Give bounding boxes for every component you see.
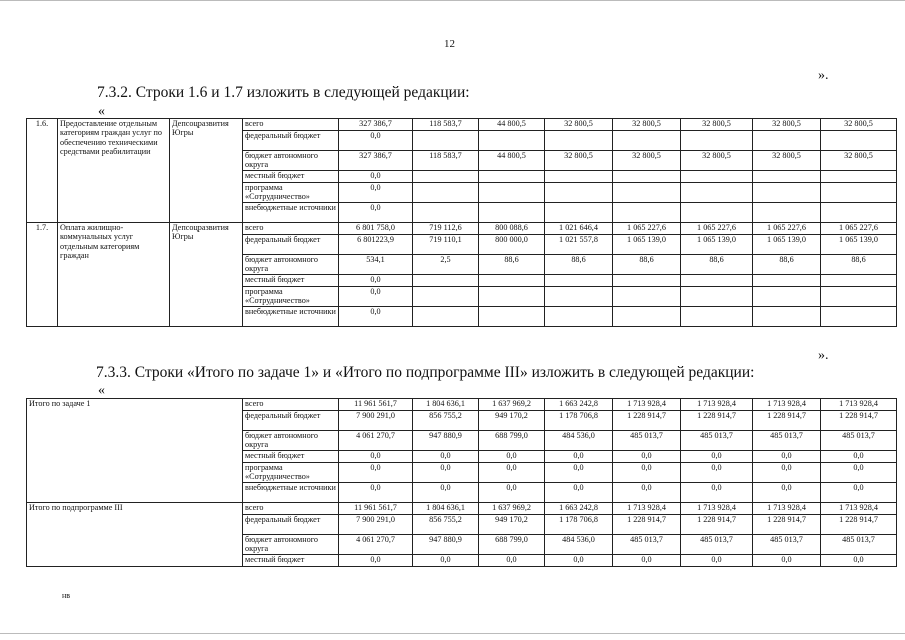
amount-cell: 7 900 291,0	[339, 515, 413, 535]
amount-cell	[821, 183, 897, 203]
amount-cell	[681, 287, 753, 307]
funding-source: бюджет автономного округа	[243, 255, 339, 275]
amount-cell	[753, 171, 821, 183]
amount-cell	[545, 131, 613, 151]
amount-cell: 11 961 561,7	[339, 503, 413, 515]
total-label: Итого по подпрограмме III	[27, 503, 243, 567]
closing-quote-middle: ».	[818, 348, 829, 363]
amount-cell: 1 713 928,4	[681, 503, 753, 515]
table-row	[27, 503, 897, 515]
funding-source: всего	[243, 223, 339, 235]
amount-cell: 0,0	[753, 451, 821, 463]
amount-cell: 6 801223,9	[339, 235, 413, 255]
funding-source: всего	[243, 399, 339, 411]
amount-cell: 32 800,5	[821, 119, 897, 131]
amount-cell: 0,0	[681, 451, 753, 463]
row-number: 1.7.	[27, 223, 58, 327]
amount-cell	[753, 307, 821, 327]
amount-cell: 11 961 561,7	[339, 399, 413, 411]
amount-cell: 485 013,7	[753, 535, 821, 555]
amount-cell: 485 013,7	[821, 431, 897, 451]
amount-cell	[545, 183, 613, 203]
funding-source: внебюджетные источники	[243, 203, 339, 223]
row-number: 1.6.	[27, 119, 58, 223]
amount-cell: 1 228 914,7	[613, 411, 681, 431]
amount-cell: 44 800,5	[479, 151, 545, 171]
amount-cell: 88,6	[753, 255, 821, 275]
amount-cell: 0,0	[545, 483, 613, 503]
amount-cell	[613, 131, 681, 151]
amount-cell: 688 799,0	[479, 535, 545, 555]
amount-cell: 88,6	[545, 255, 613, 275]
amount-cell: 327 386,7	[339, 119, 413, 131]
amount-cell	[545, 307, 613, 327]
amount-cell: 118 583,7	[413, 151, 479, 171]
amount-cell: 0,0	[479, 483, 545, 503]
amount-cell: 1 228 914,7	[681, 411, 753, 431]
amount-cell: 88,6	[613, 255, 681, 275]
amount-cell	[413, 307, 479, 327]
amount-cell	[821, 307, 897, 327]
amount-cell: 0,0	[339, 307, 413, 327]
amount-cell: 1 228 914,7	[681, 515, 753, 535]
amount-cell: 32 800,5	[613, 119, 681, 131]
funding-table-totals	[26, 398, 897, 567]
amount-cell: 1 228 914,7	[821, 411, 897, 431]
opening-quote-2: «	[98, 383, 105, 398]
amount-cell	[479, 275, 545, 287]
amount-cell: 2,5	[413, 255, 479, 275]
amount-cell: 0,0	[545, 555, 613, 567]
closing-quote-top: ».	[818, 68, 829, 83]
amount-cell: 1 228 914,7	[613, 515, 681, 535]
amount-cell: 1 713 928,4	[613, 503, 681, 515]
opening-quote-1: «	[98, 104, 105, 119]
amount-cell: 44 800,5	[479, 119, 545, 131]
amount-cell	[681, 203, 753, 223]
amount-cell: 0,0	[681, 483, 753, 503]
amount-cell: 719 112,6	[413, 223, 479, 235]
amount-cell: 1 637 969,2	[479, 503, 545, 515]
amount-cell: 0,0	[613, 483, 681, 503]
amount-cell: 0,0	[413, 555, 479, 567]
amount-cell: 949 170,2	[479, 411, 545, 431]
amount-cell: 1 804 636,1	[413, 503, 479, 515]
amount-cell	[479, 131, 545, 151]
amount-cell	[753, 287, 821, 307]
amount-cell: 485 013,7	[613, 431, 681, 451]
amount-cell: 0,0	[339, 451, 413, 463]
page-number: 12	[444, 38, 455, 50]
amount-cell: 1 228 914,7	[753, 515, 821, 535]
amount-cell: 0,0	[821, 451, 897, 463]
amount-cell	[613, 183, 681, 203]
amount-cell	[413, 203, 479, 223]
funding-source: местный бюджет	[243, 555, 339, 567]
amount-cell: 1 065 227,6	[613, 223, 681, 235]
amount-cell: 0,0	[821, 463, 897, 483]
funding-source: внебюджетные источники	[243, 483, 339, 503]
amount-cell: 327 386,7	[339, 151, 413, 171]
amount-cell	[479, 183, 545, 203]
amount-cell: 856 755,2	[413, 411, 479, 431]
amount-cell	[413, 287, 479, 307]
amount-cell	[479, 203, 545, 223]
amount-cell: 1 065 227,6	[681, 223, 753, 235]
amount-cell: 0,0	[339, 463, 413, 483]
amount-cell	[753, 275, 821, 287]
amount-cell: 1 065 139,0	[681, 235, 753, 255]
amount-cell: 32 800,5	[753, 119, 821, 131]
amount-cell: 118 583,7	[413, 119, 479, 131]
amount-cell: 6 801 758,0	[339, 223, 413, 235]
section-heading-7-3-3: 7.3.3. Строки «Итого по задаче 1» и «Итого по подпрограмме III» изложить в следующей редакции:	[96, 364, 755, 381]
amount-cell: 0,0	[413, 463, 479, 483]
amount-cell: 0,0	[613, 451, 681, 463]
amount-cell: 1 663 242,8	[545, 503, 613, 515]
amount-cell	[413, 171, 479, 183]
amount-cell: 88,6	[681, 255, 753, 275]
amount-cell: 485 013,7	[821, 535, 897, 555]
funding-source: бюджет автономного округа	[243, 151, 339, 171]
funding-source: всего	[243, 503, 339, 515]
scan-top-edge	[0, 0, 905, 1]
amount-cell: 0,0	[479, 463, 545, 483]
amount-cell: 0,0	[339, 287, 413, 307]
amount-cell: 32 800,5	[545, 119, 613, 131]
funding-source: бюджет автономного округа	[243, 431, 339, 451]
amount-cell	[479, 307, 545, 327]
amount-cell: 1 065 227,6	[821, 223, 897, 235]
footer-mark: нв	[62, 591, 71, 600]
amount-cell: 1 065 139,0	[821, 235, 897, 255]
amount-cell	[545, 203, 613, 223]
amount-cell: 1 713 928,4	[821, 503, 897, 515]
amount-cell: 88,6	[821, 255, 897, 275]
amount-cell: 947 880,9	[413, 535, 479, 555]
funding-source: внебюджетные источники	[243, 307, 339, 327]
amount-cell	[413, 131, 479, 151]
amount-cell: 0,0	[339, 203, 413, 223]
amount-cell	[753, 131, 821, 151]
amount-cell	[479, 287, 545, 307]
amount-cell: 1 713 928,4	[821, 399, 897, 411]
amount-cell	[821, 275, 897, 287]
amount-cell: 1 178 706,8	[545, 411, 613, 431]
amount-cell: 0,0	[339, 483, 413, 503]
section-heading-7-3-2: 7.3.2. Строки 1.6 и 1.7 изложить в следующей редакции:	[97, 84, 470, 101]
amount-cell: 1 713 928,4	[613, 399, 681, 411]
amount-cell: 0,0	[413, 451, 479, 463]
amount-cell	[681, 307, 753, 327]
amount-cell: 0,0	[821, 483, 897, 503]
amount-cell: 0,0	[339, 275, 413, 287]
amount-cell: 1 713 928,4	[753, 399, 821, 411]
amount-cell: 1 021 646,4	[545, 223, 613, 235]
amount-cell: 0,0	[413, 483, 479, 503]
amount-cell: 484 536,0	[545, 431, 613, 451]
amount-cell: 485 013,7	[681, 535, 753, 555]
measure-name: Оплата жилищно-коммунальных услуг отдельным категориям граждан	[58, 223, 170, 327]
amount-cell: 485 013,7	[681, 431, 753, 451]
table-row	[27, 399, 897, 411]
amount-cell: 0,0	[545, 463, 613, 483]
amount-cell: 0,0	[545, 451, 613, 463]
amount-cell: 1 065 139,0	[613, 235, 681, 255]
amount-cell	[753, 203, 821, 223]
amount-cell: 0,0	[753, 463, 821, 483]
amount-cell: 0,0	[753, 555, 821, 567]
amount-cell	[821, 287, 897, 307]
amount-cell: 1 713 928,4	[753, 503, 821, 515]
amount-cell: 485 013,7	[753, 431, 821, 451]
funding-source: местный бюджет	[243, 171, 339, 183]
amount-cell	[821, 171, 897, 183]
amount-cell: 32 800,5	[681, 119, 753, 131]
amount-cell	[821, 203, 897, 223]
amount-cell: 32 800,5	[821, 151, 897, 171]
amount-cell: 0,0	[681, 555, 753, 567]
funding-source: федеральный бюджет	[243, 131, 339, 151]
amount-cell: 485 013,7	[613, 535, 681, 555]
amount-cell: 0,0	[339, 171, 413, 183]
amount-cell: 1 065 139,0	[753, 235, 821, 255]
amount-cell	[545, 275, 613, 287]
executor: Депсоцразвития Югры	[170, 223, 243, 327]
amount-cell	[681, 183, 753, 203]
amount-cell: 0,0	[821, 555, 897, 567]
amount-cell	[613, 275, 681, 287]
funding-source: местный бюджет	[243, 451, 339, 463]
amount-cell	[681, 275, 753, 287]
funding-table-rows-1-6-1-7	[26, 118, 897, 327]
amount-cell	[821, 131, 897, 151]
amount-cell: 0,0	[681, 463, 753, 483]
amount-cell	[545, 171, 613, 183]
amount-cell: 88,6	[479, 255, 545, 275]
amount-cell	[413, 183, 479, 203]
amount-cell: 1 713 928,4	[681, 399, 753, 411]
amount-cell: 1 228 914,7	[821, 515, 897, 535]
amount-cell: 0,0	[339, 555, 413, 567]
funding-source: федеральный бюджет	[243, 411, 339, 431]
amount-cell: 32 800,5	[545, 151, 613, 171]
amount-cell: 1 065 227,6	[753, 223, 821, 235]
funding-source: программа «Сотрудничество»	[243, 463, 339, 483]
amount-cell: 1 663 242,8	[545, 399, 613, 411]
funding-source: программа «Сотрудничество»	[243, 287, 339, 307]
amount-cell: 949 170,2	[479, 515, 545, 535]
amount-cell: 32 800,5	[753, 151, 821, 171]
amount-cell	[613, 203, 681, 223]
amount-cell: 0,0	[339, 131, 413, 151]
measure-name: Предоставление отдельным категориям граждан услуг по обеспечению техническими средствами реабилитации	[58, 119, 170, 223]
amount-cell: 4 061 270,7	[339, 535, 413, 555]
total-label: Итого по задаче 1	[27, 399, 243, 503]
amount-cell: 4 061 270,7	[339, 431, 413, 451]
amount-cell	[613, 171, 681, 183]
amount-cell	[413, 275, 479, 287]
funding-source: федеральный бюджет	[243, 235, 339, 255]
amount-cell: 0,0	[339, 183, 413, 203]
funding-source: федеральный бюджет	[243, 515, 339, 535]
amount-cell: 534,1	[339, 255, 413, 275]
amount-cell: 947 880,9	[413, 431, 479, 451]
amount-cell	[613, 307, 681, 327]
amount-cell	[753, 183, 821, 203]
amount-cell	[681, 171, 753, 183]
amount-cell: 856 755,2	[413, 515, 479, 535]
amount-cell: 1 021 557,8	[545, 235, 613, 255]
funding-source: всего	[243, 119, 339, 131]
amount-cell: 1 637 969,2	[479, 399, 545, 411]
amount-cell	[681, 131, 753, 151]
amount-cell	[479, 171, 545, 183]
amount-cell: 1 228 914,7	[753, 411, 821, 431]
amount-cell	[545, 287, 613, 307]
amount-cell: 800 088,6	[479, 223, 545, 235]
executor: Депсоцразвития Югры	[170, 119, 243, 223]
amount-cell: 484 536,0	[545, 535, 613, 555]
amount-cell: 32 800,5	[681, 151, 753, 171]
amount-cell: 0,0	[479, 555, 545, 567]
amount-cell: 1 178 706,8	[545, 515, 613, 535]
amount-cell: 688 799,0	[479, 431, 545, 451]
amount-cell: 719 110,1	[413, 235, 479, 255]
table-row	[27, 119, 897, 131]
table-row	[27, 223, 897, 235]
funding-source: местный бюджет	[243, 275, 339, 287]
amount-cell: 1 804 636,1	[413, 399, 479, 411]
amount-cell: 32 800,5	[613, 151, 681, 171]
amount-cell: 0,0	[613, 555, 681, 567]
scan-bottom-edge	[0, 633, 905, 634]
funding-source: программа «Сотрудничество»	[243, 183, 339, 203]
amount-cell: 0,0	[479, 451, 545, 463]
funding-source: бюджет автономного округа	[243, 535, 339, 555]
amount-cell: 800 000,0	[479, 235, 545, 255]
amount-cell: 0,0	[753, 483, 821, 503]
amount-cell: 0,0	[613, 463, 681, 483]
amount-cell: 7 900 291,0	[339, 411, 413, 431]
amount-cell	[613, 287, 681, 307]
